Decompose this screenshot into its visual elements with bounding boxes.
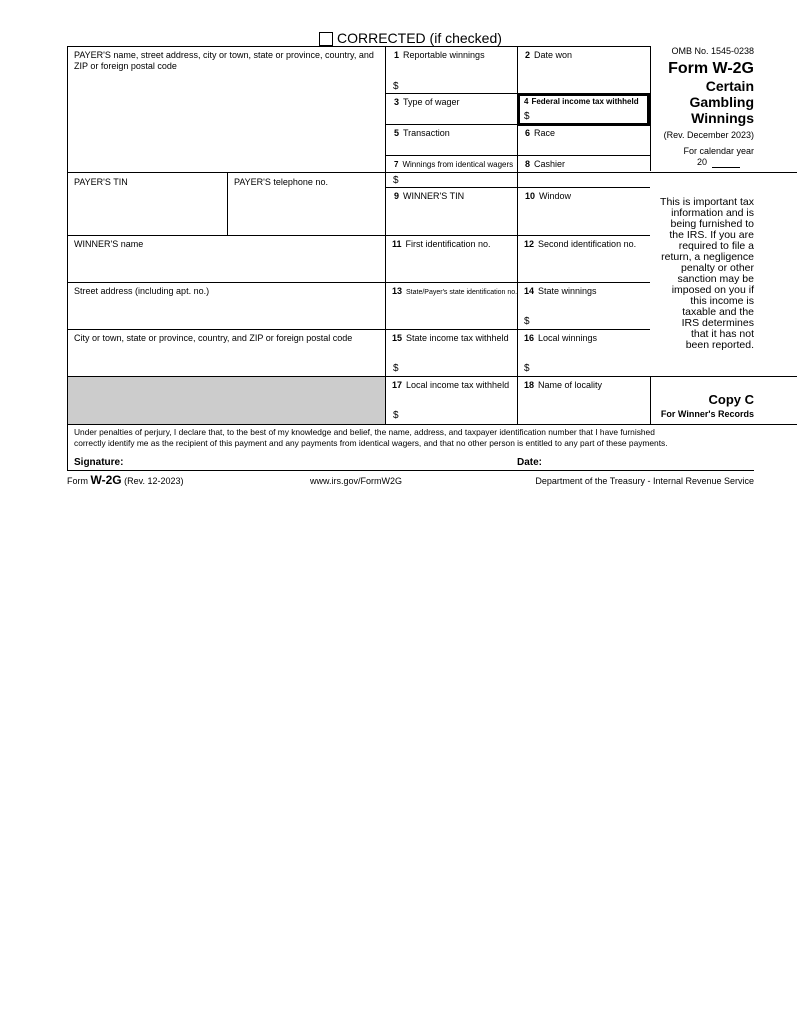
payer-phone-field[interactable]: [228, 190, 385, 235]
box-11-label: 11 First identification no.: [392, 239, 491, 249]
form-subtitle-3: Winnings: [691, 110, 754, 126]
footer-department: Department of the Treasury - Internal Revenue Service: [535, 476, 754, 486]
box-17-label: 17 Local income tax withheld: [392, 380, 510, 390]
winner-city-field[interactable]: [68, 346, 385, 376]
box-18-field[interactable]: [518, 393, 650, 424]
box-16-label: 16 Local winnings: [524, 333, 598, 343]
perjury-line-1: Under penalties of perjury, I declare that, to the best of my knowledge and belief, the name, address, and taxpayer identification number that I have furnished: [74, 427, 655, 437]
box-18-label: 18 Name of locality: [524, 380, 603, 390]
box-10-field[interactable]: [518, 203, 650, 235]
payer-phone-label: PAYER'S telephone no.: [234, 177, 328, 187]
box-13-field[interactable]: [386, 299, 517, 329]
winner-street-field[interactable]: [68, 299, 385, 329]
box-2-label: 2 Date won: [525, 50, 573, 60]
omb-number: OMB No. 1545-0238: [671, 46, 754, 56]
box-4-dollar: $: [524, 111, 530, 122]
corrected-label: CORRECTED (if checked): [337, 30, 502, 46]
box-4-field[interactable]: [533, 108, 645, 122]
box-1-field[interactable]: [402, 62, 517, 93]
box-15-field[interactable]: [402, 346, 517, 376]
box-7-dollar: $: [393, 175, 399, 186]
payer-tin-label: PAYER'S TIN: [74, 177, 128, 187]
shaded-area: [68, 377, 385, 424]
payer-name-address-field[interactable]: [68, 72, 385, 172]
box-7-label: 7 Winnings from identical wagers: [394, 160, 514, 169]
box-9-field[interactable]: [386, 203, 517, 235]
box-12-label: 12 Second identification no.: [524, 239, 637, 249]
important-notice: This is important tax information and is being furnished to the IRS. If you are required to file a return, a negligence penalty or other sanction may be imposed on you if this income is taxable and the IRS determines that it has not been reported.: [660, 196, 754, 351]
box-8-label: 8 Cashier: [525, 159, 566, 169]
perjury-line-2: correctly identify me as the recipient of this payment and any payments from identical wagers, and that no other person is entitled to any part of these payments.: [74, 438, 668, 448]
box-1-dollar: $: [393, 81, 399, 92]
form-subtitle-1: Certain: [705, 78, 754, 94]
box-5-field[interactable]: [386, 140, 517, 155]
box-5-label: 5 Transaction: [394, 128, 450, 138]
row-line-7: [67, 282, 650, 283]
box-17-dollar: $: [393, 410, 399, 421]
box-17-field[interactable]: [402, 393, 517, 424]
winner-name-label: WINNER'S name: [74, 239, 144, 249]
box-1-label: 1 Reportable winnings: [394, 50, 485, 60]
box-14-dollar: $: [524, 316, 530, 327]
box-16-dollar: $: [524, 363, 530, 374]
winner-name-field[interactable]: [68, 252, 385, 282]
row-line-10: [67, 424, 797, 425]
box-10-label: 10 Window: [525, 191, 572, 201]
corrected-checkbox[interactable]: [319, 32, 333, 46]
form-top-border: [67, 46, 650, 47]
box-14-field[interactable]: [533, 299, 650, 329]
payer-tin-field[interactable]: [68, 190, 227, 235]
date-label: Date:: [517, 457, 543, 468]
row-line-5: [385, 187, 650, 188]
row-line-11: [67, 470, 754, 471]
winner-city-label: City or town, state or province, country, and ZIP or foreign postal code: [74, 333, 353, 343]
copy-label: Copy C: [708, 392, 754, 407]
revision-date: (Rev. December 2023): [663, 130, 754, 140]
box-4-label: 4 Federal income tax withheld: [524, 97, 639, 106]
box-8-field[interactable]: [518, 172, 650, 187]
box-15-dollar: $: [393, 363, 399, 374]
form-title: Form W-2G: [668, 60, 754, 77]
box-15-label: 15 State income tax withheld: [392, 333, 509, 343]
box-3-label: 3 Type of wager: [394, 97, 460, 107]
box-11-field[interactable]: [386, 252, 517, 282]
box-2-field[interactable]: [518, 62, 650, 93]
calendar-year-label: For calendar year: [683, 146, 754, 156]
row-line-8: [67, 329, 650, 330]
box-6-field[interactable]: [518, 140, 650, 155]
row-line-3: [385, 155, 650, 156]
box-9-label: 9 WINNER'S TIN: [394, 191, 465, 201]
box-16-field[interactable]: [533, 346, 650, 376]
col-divider-3: [650, 46, 651, 171]
winner-street-label: Street address (including apt. no.): [74, 286, 210, 296]
payer-name-address-label: PAYER'S name, street address, city or town, state or province, country, and ZIP or foreign postal code: [74, 50, 374, 71]
box-3-field[interactable]: [386, 108, 517, 124]
box-14-label: 14 State winnings: [524, 286, 597, 296]
row-line-6: [67, 235, 650, 236]
signature-label: Signature:: [74, 457, 124, 468]
footer-url[interactable]: www.irs.gov/FormW2G: [310, 476, 403, 486]
signature-field[interactable]: [130, 453, 510, 469]
calendar-year-field[interactable]: [712, 157, 740, 168]
box-13-label: 13 State/Payer's state identification no.: [392, 286, 518, 296]
calendar-year-prefix: 20: [697, 157, 708, 167]
box-7-field[interactable]: [402, 172, 517, 187]
copy-for-label: For Winner's Records: [660, 409, 754, 419]
col-divider-3b: [650, 376, 651, 424]
date-field[interactable]: [550, 453, 750, 469]
box-12-field[interactable]: [518, 252, 650, 282]
form-subtitle-2: Gambling: [689, 94, 754, 110]
footer-form-id: Form W-2G (Rev. 12-2023): [67, 473, 184, 487]
box-6-label: 6 Race: [525, 128, 556, 138]
